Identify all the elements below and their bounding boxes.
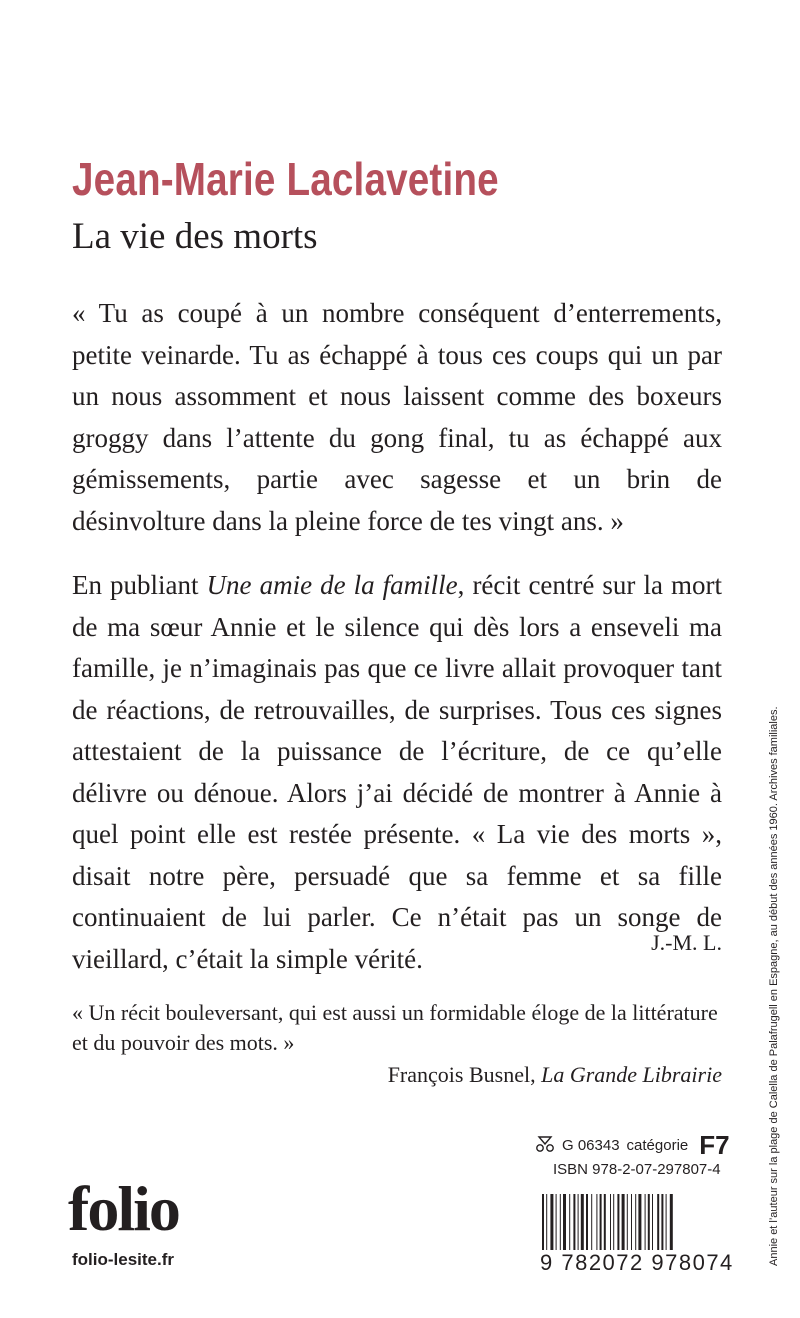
barcode-bar <box>569 1194 570 1250</box>
photo-credit: Annie et l’auteur sur la plage de Calella de Palafrugell en Espagne, au début des années 1960. Archives familiales. <box>768 706 780 1266</box>
barcode-bar <box>631 1194 632 1250</box>
review-show: La Grande Librairie <box>541 1062 722 1087</box>
barcode-bar <box>586 1194 588 1250</box>
barcode-bar <box>560 1194 561 1250</box>
review-critic: François Busnel, <box>387 1062 542 1087</box>
catalog-number: G 06343 <box>562 1137 620 1154</box>
barcode-bar <box>652 1194 653 1250</box>
barcode-bar <box>613 1194 614 1250</box>
review-credit <box>388 1062 722 1088</box>
barcode-bar <box>573 1194 575 1250</box>
barcode-bar <box>648 1194 650 1250</box>
barcode-bar <box>670 1194 673 1250</box>
barcode <box>540 1194 716 1250</box>
barcode-bar <box>604 1194 606 1250</box>
barcode-bar <box>610 1194 611 1250</box>
author-signature: J.-M. L. <box>651 930 722 955</box>
barcode-bar <box>661 1194 663 1250</box>
barcode-bar <box>578 1194 579 1250</box>
barcode-bar <box>666 1194 667 1250</box>
publisher-emblem-icon <box>535 1135 555 1157</box>
barcode-bar <box>563 1194 566 1250</box>
barcode-bar <box>657 1194 659 1250</box>
barcode-bar <box>627 1194 628 1250</box>
barcode-bar <box>546 1194 547 1250</box>
barcode-bar <box>556 1194 557 1250</box>
barcode-bar <box>617 1194 619 1250</box>
barcode-bar <box>596 1194 597 1250</box>
barcode-bar <box>550 1194 553 1250</box>
barcode-bar <box>645 1194 646 1250</box>
book-title: La vie des morts <box>72 216 318 257</box>
author-name: Jean-Marie Laclavetine <box>72 153 499 205</box>
isbn: ISBN 978-2-07-297807-4 <box>553 1161 721 1178</box>
barcode-bar <box>638 1194 641 1250</box>
catalog-codes <box>535 1130 730 1161</box>
review-quote: « Un récit bouleversant, qui est aussi un formidable éloge de la littérature et du pouvoir des mots. » <box>72 1000 718 1055</box>
category-code: F7 <box>699 1130 730 1160</box>
folio-logo: folio <box>68 1173 179 1244</box>
opening-quote <box>72 293 722 542</box>
opening-quote-text: « Tu as coupé à un nombre conséquent d’enterrements, petite veinarde. Tu as échappé à tous ces coups qui un par un nous assomment et nous laissent comme des boxeurs groggy dans l’attente du gong final, tu as échappé aux gémissements, partie avec sagesse et un brin de désinvolture dans la pleine force de tes vingt ans. » <box>72 298 722 536</box>
blurb-paragraph <box>72 565 722 980</box>
barcode-bar <box>542 1194 544 1250</box>
blurb-book-reference: Une amie de la famille <box>206 570 458 600</box>
barcode-bar <box>635 1194 636 1250</box>
barcode-bar <box>600 1194 602 1250</box>
blurb-intro: En publiant <box>72 570 207 600</box>
blurb <box>72 565 722 980</box>
publisher-website: folio-lesite.fr <box>72 1250 175 1269</box>
barcode-digits: 9 782072 978074 <box>540 1250 734 1275</box>
blurb-body: , récit centré sur la mort de ma sœur Annie et le silence qui dès lors a enseveli ma famille, je n’imaginais pas que ce livre allait provoquer tant de réactions, de retrouvailles, de surprises. Tous ces signes attestaient de la puissance de l’écriture, de ce qu’elle délivre ou dénoue. Alors j’ai décidé de montrer à Annie à quel point elle est restée présente. « La vie des morts », disait notre père, persuadé que sa femme et sa fille continuaient de lui parler. Ce n’était pas un songe de vieillard, c’était la simple vérité. <box>72 570 722 974</box>
barcode-bar <box>622 1194 625 1250</box>
category-label: catégorie <box>626 1137 689 1154</box>
barcode-bar <box>581 1194 584 1250</box>
barcode-bar <box>591 1194 592 1250</box>
